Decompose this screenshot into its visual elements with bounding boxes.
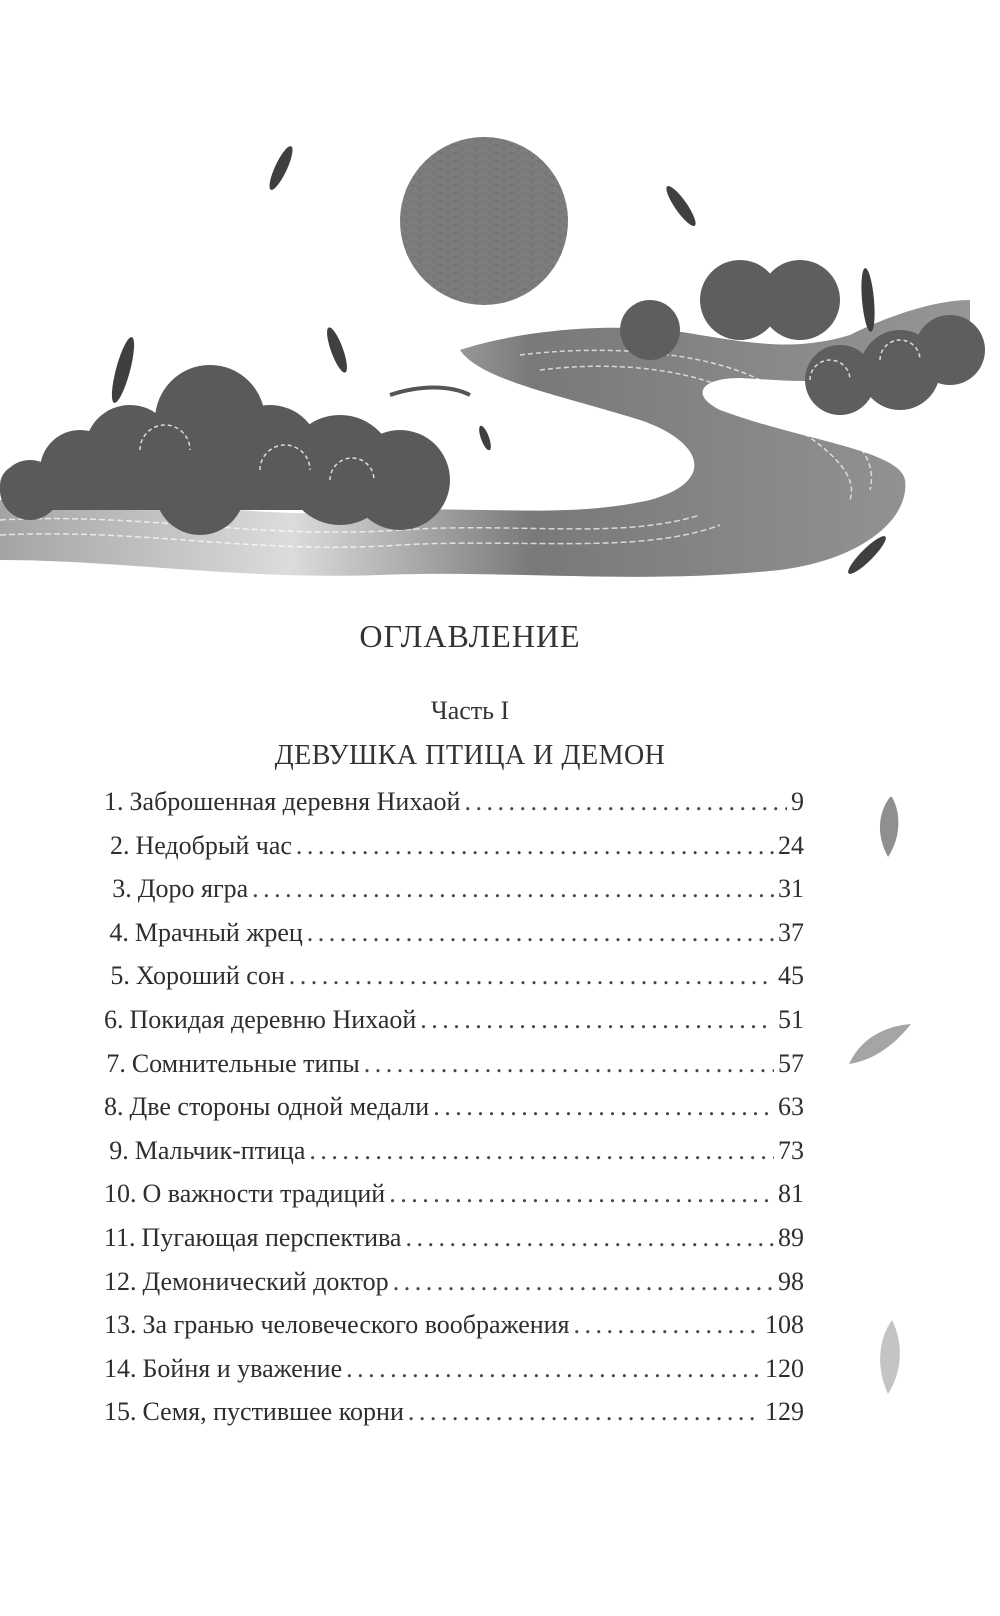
toc-entry-number: 15. (104, 1397, 137, 1427)
toc-entry-number: 6. (104, 1004, 124, 1034)
toc-entry-title: Доро ягра (137, 874, 249, 904)
toc-entry-number: 11. (104, 1222, 136, 1252)
toc-entry-page: 63 (778, 1092, 804, 1122)
cloud-left-illustration (0, 365, 450, 535)
toc-entry-number: 8. (104, 1092, 124, 1122)
toc-entry-page: 81 (778, 1179, 804, 1209)
toc-entry-page: 37 (778, 917, 804, 947)
toc-entry-title: Две стороны одной медали (129, 1092, 430, 1122)
toc-entry[interactable] (104, 1216, 804, 1260)
part-title: ДЕВУШКА ПТИЦА И ДЕМОН (274, 740, 666, 771)
moon-icon (400, 137, 568, 305)
leaf-icon (662, 183, 699, 229)
toc-entry[interactable] (104, 1390, 804, 1434)
toc-entry-title: Пугающая перспектива (141, 1222, 402, 1252)
toc-entry-page: 89 (778, 1222, 804, 1252)
toc-entry-page: 120 (765, 1353, 804, 1383)
toc-entry[interactable] (104, 780, 804, 824)
dot-leader (420, 998, 774, 1042)
toc-entry-page: 129 (765, 1397, 804, 1427)
leaf-icon (870, 795, 910, 865)
toc-list (104, 780, 804, 1434)
dot-leader (574, 1303, 761, 1347)
dot-leader (405, 1216, 774, 1260)
toc-entry-page: 45 (778, 961, 804, 991)
toc-entry[interactable] (104, 1347, 804, 1391)
toc-entry-number: 10. (104, 1179, 137, 1209)
toc-entry-title: Бойня и уважение (142, 1353, 343, 1383)
toc-heading: ОГЛАВЛЕНИЕ (359, 618, 581, 654)
toc-entry[interactable] (104, 954, 804, 998)
toc-entry-page: 31 (778, 874, 804, 904)
toc-entry-title: Недобрый час (135, 830, 292, 860)
toc-entry[interactable] (104, 867, 804, 911)
toc-entry-number: 7. (106, 1048, 126, 1078)
toc-entry[interactable] (104, 1129, 804, 1173)
dot-leader (346, 1347, 761, 1391)
toc-entry[interactable] (104, 998, 804, 1042)
dot-leader (408, 1390, 761, 1434)
toc-entry[interactable] (104, 1042, 804, 1086)
toc-entry[interactable] (104, 824, 804, 868)
toc-entry-page: 98 (778, 1266, 804, 1296)
toc-entry[interactable] (104, 911, 804, 955)
toc-entry-title: Семя, пустившее корни (142, 1397, 404, 1427)
toc-entry-page: 57 (778, 1048, 804, 1078)
dot-leader (393, 1260, 774, 1304)
dot-leader (433, 1085, 774, 1129)
toc-entry-page: 51 (778, 1004, 804, 1034)
toc-entry[interactable] (104, 1085, 804, 1129)
dot-leader (389, 1172, 774, 1216)
toc-entry-title: Мрачный жрец (134, 917, 303, 947)
toc-entry-page: 9 (791, 787, 804, 816)
toc-entry-number: 1. (104, 787, 124, 816)
toc-entry-title: Заброшенная деревня Нихаой (129, 787, 461, 816)
toc-entry-number: 14. (104, 1353, 137, 1383)
dot-leader (296, 824, 774, 868)
dot-leader (289, 954, 774, 998)
toc-entry-number: 9. (109, 1135, 129, 1165)
toc-entry[interactable] (104, 1303, 804, 1347)
dot-leader (309, 1129, 774, 1173)
toc-entry-number: 3. (112, 874, 132, 904)
leaf-icon (870, 1318, 910, 1398)
toc-entry-title: О важности традиций (142, 1179, 386, 1209)
toc-entry-title: Покидая деревню Нихаой (129, 1004, 417, 1034)
toc-entry-number: 5. (110, 961, 130, 991)
toc-entry-page: 24 (778, 830, 804, 860)
toc-entry-title: Сомнительные типы (131, 1048, 360, 1078)
toc-entry-page: 108 (765, 1310, 804, 1340)
part-label: Часть I (430, 696, 510, 725)
toc-entry-number: 13. (104, 1310, 137, 1340)
toc-entry-title: За гранью человеческого воображения (142, 1310, 570, 1340)
toc-entry-number: 12. (104, 1266, 137, 1296)
toc-entry[interactable] (104, 1260, 804, 1304)
dot-leader (464, 780, 787, 824)
toc-entry[interactable] (104, 1172, 804, 1216)
toc-entry-title: Демонический доктор (142, 1266, 389, 1296)
toc-entry-title: Хороший сон (135, 961, 285, 991)
leaf-icon (107, 335, 138, 404)
leaf-icon (859, 268, 877, 333)
leaf-icon (323, 325, 351, 374)
header-illustration (0, 0, 1000, 610)
leaf-icon (265, 144, 296, 193)
leaf-icon (477, 424, 493, 451)
toc-entry-number: 2. (109, 830, 130, 860)
toc-entry-number: 4. (109, 917, 129, 947)
dot-leader (364, 1042, 774, 1086)
leaf-icon (845, 1018, 915, 1068)
toc-entry-page: 73 (778, 1135, 804, 1165)
dot-leader (252, 867, 774, 911)
dot-leader (307, 911, 774, 955)
toc-entry-title: Мальчик-птица (134, 1135, 306, 1165)
